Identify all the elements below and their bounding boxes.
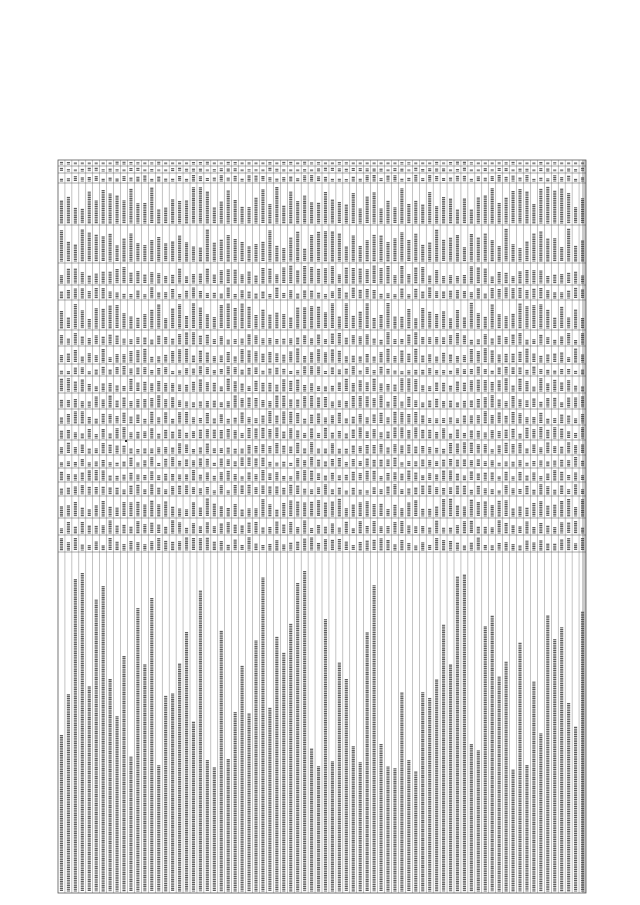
scan-speck: [125, 440, 127, 442]
header-band: [582, 160, 586, 893]
